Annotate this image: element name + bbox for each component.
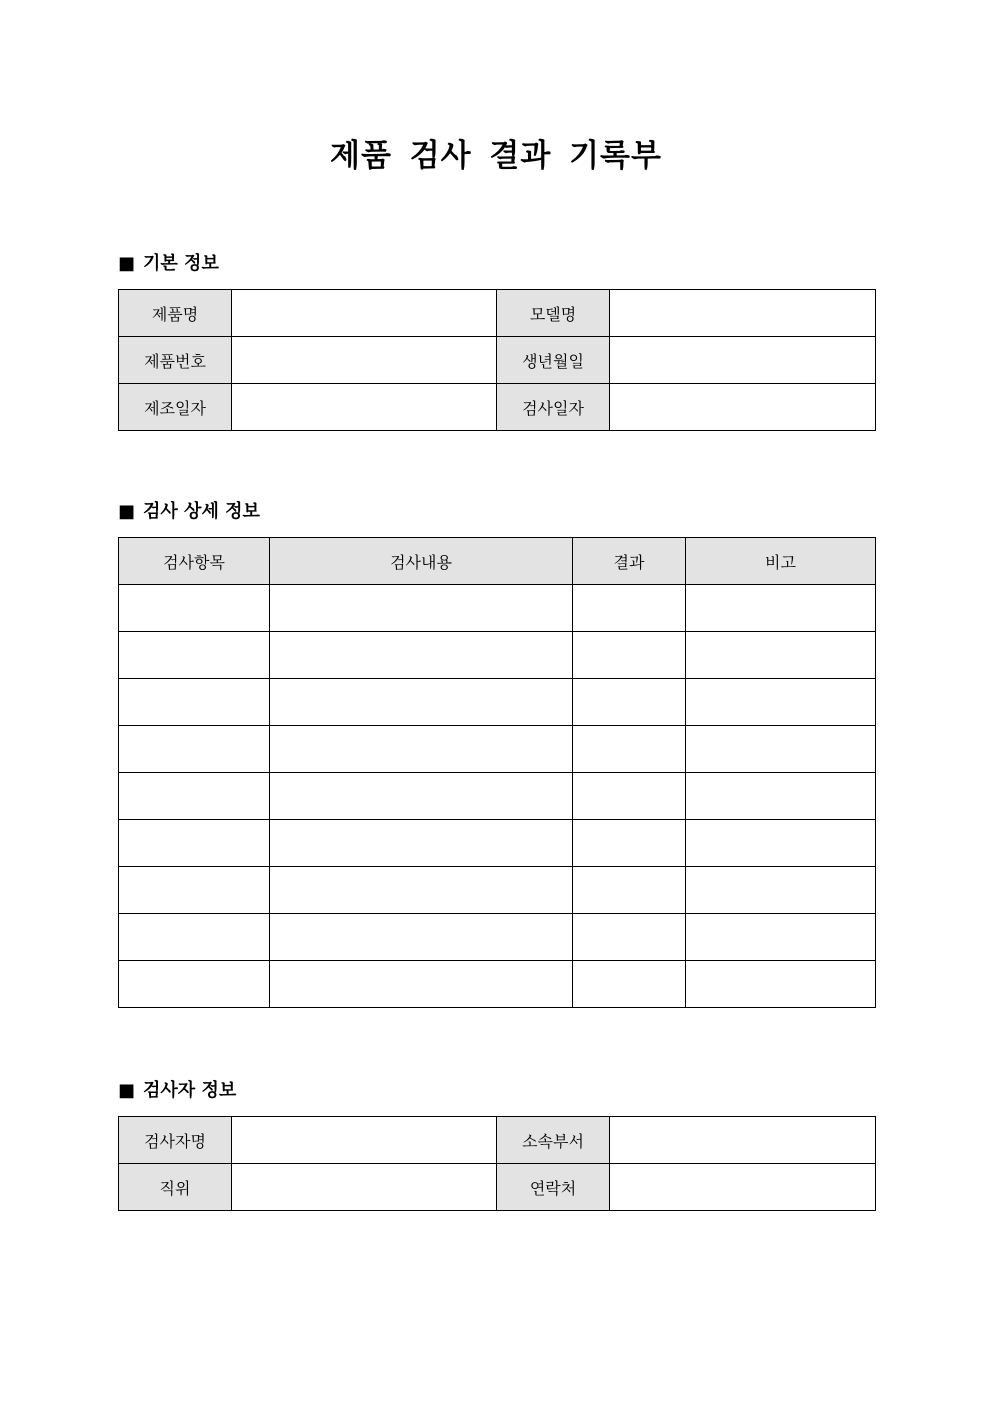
basic-info-table [118,289,876,431]
field-value[interactable] [232,1117,497,1164]
cell-content[interactable] [270,585,573,632]
table-row [119,773,876,820]
page-title: 제품 검사 결과 기록부 [330,138,662,174]
section-heading-inspection-detail [118,500,260,524]
cell-item[interactable] [119,773,270,820]
column-header-remarks: 비고 [686,538,876,585]
table-header-row [119,538,876,585]
field-label: 연락처 [497,1164,610,1211]
cell-remarks[interactable] [686,820,876,867]
field-label: 제품명 [119,290,232,337]
section-heading-inspector-info [118,1079,236,1103]
inspection-detail-table [118,537,876,1008]
cell-content[interactable] [270,914,573,961]
table-row [119,726,876,773]
field-value[interactable] [610,290,876,337]
column-header-result: 결과 [573,538,686,585]
basic-info-row [119,290,876,337]
cell-result[interactable] [573,773,686,820]
cell-result[interactable] [573,961,686,1008]
cell-result[interactable] [573,585,686,632]
cell-content[interactable] [270,820,573,867]
cell-result[interactable] [573,679,686,726]
column-header-content: 검사내용 [270,538,573,585]
cell-item[interactable] [119,961,270,1008]
table-row [119,914,876,961]
field-label: 생년월일 [497,337,610,384]
field-value[interactable] [610,337,876,384]
table-row [119,820,876,867]
cell-content[interactable] [270,679,573,726]
cell-result[interactable] [573,867,686,914]
table-row [119,961,876,1008]
section-heading-basic-info [118,252,219,276]
column-header-item: 검사항목 [119,538,270,585]
cell-content[interactable] [270,632,573,679]
field-label: 검사자명 [119,1117,232,1164]
field-label: 제품번호 [119,337,232,384]
section-heading-text: 검사자 정보 [143,1080,237,1101]
cell-remarks[interactable] [686,961,876,1008]
cell-remarks[interactable] [686,585,876,632]
cell-remarks[interactable] [686,679,876,726]
cell-item[interactable] [119,726,270,773]
cell-item[interactable] [119,679,270,726]
cell-result[interactable] [573,726,686,773]
field-label: 소속부서 [497,1117,610,1164]
cell-result[interactable] [573,632,686,679]
field-value[interactable] [610,384,876,431]
section-heading-text: 기본 정보 [143,253,219,274]
table-row [119,632,876,679]
cell-item[interactable] [119,914,270,961]
cell-item[interactable] [119,585,270,632]
cell-content[interactable] [270,726,573,773]
cell-remarks[interactable] [686,726,876,773]
section-marker-icon: ■ [118,501,136,522]
section-marker-icon: ■ [118,1080,136,1101]
cell-remarks[interactable] [686,632,876,679]
field-value[interactable] [232,1164,497,1211]
cell-item[interactable] [119,632,270,679]
field-label: 제조일자 [119,384,232,431]
basic-info-row [119,384,876,431]
inspector-info-table [118,1116,876,1211]
cell-content[interactable] [270,773,573,820]
field-label: 모델명 [497,290,610,337]
cell-item[interactable] [119,820,270,867]
table-row [119,867,876,914]
cell-remarks[interactable] [686,914,876,961]
cell-remarks[interactable] [686,773,876,820]
cell-result[interactable] [573,914,686,961]
field-label: 검사일자 [497,384,610,431]
cell-content[interactable] [270,961,573,1008]
field-value[interactable] [232,337,497,384]
cell-remarks[interactable] [686,867,876,914]
field-value[interactable] [232,290,497,337]
table-row [119,585,876,632]
section-heading-text: 검사 상세 정보 [143,501,260,522]
field-value[interactable] [610,1164,876,1211]
cell-item[interactable] [119,867,270,914]
inspector-info-row [119,1164,876,1211]
table-row [119,679,876,726]
section-marker-icon: ■ [118,253,136,274]
field-value[interactable] [232,384,497,431]
inspector-info-row [119,1117,876,1164]
basic-info-row [119,337,876,384]
field-value[interactable] [610,1117,876,1164]
cell-result[interactable] [573,820,686,867]
cell-content[interactable] [270,867,573,914]
field-label: 직위 [119,1164,232,1211]
